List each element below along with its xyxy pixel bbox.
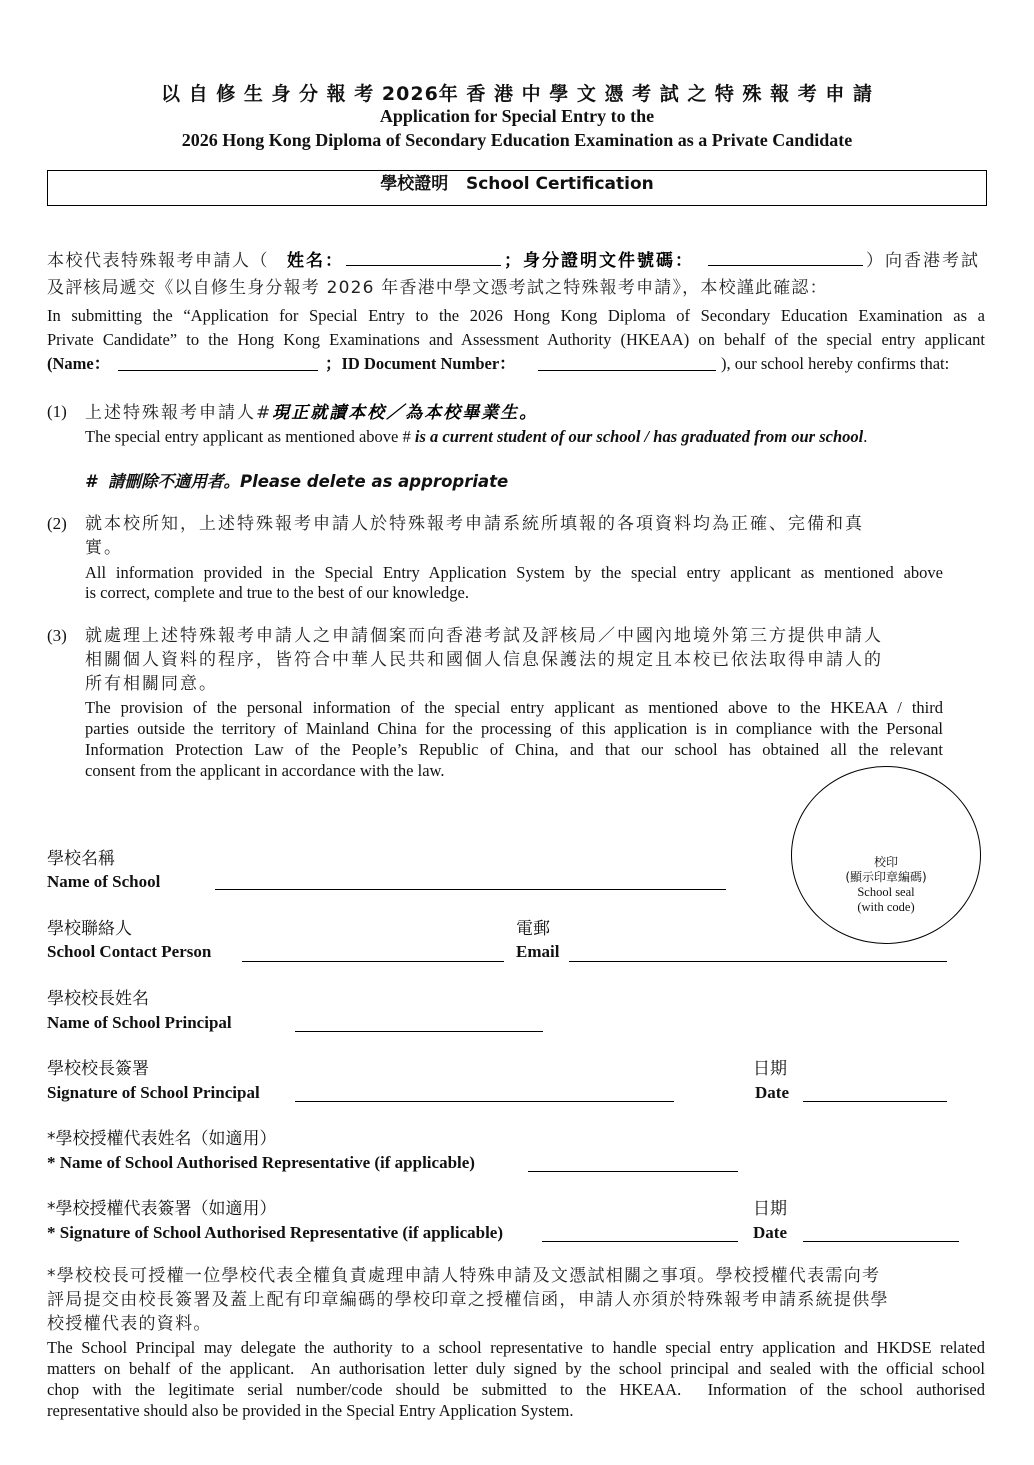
principal-name-label-en: Name of School Principal [47, 1013, 232, 1032]
principal-name-label-zh: 學校校長姓名 [47, 989, 149, 1009]
contact-label-en: School Contact Person [47, 942, 212, 961]
section-title: 學校證明 School Certification [380, 174, 654, 194]
contact-label-zh: 學校聯絡人 [47, 919, 132, 939]
title-en-line2: 2026 Hong Kong Diploma of Secondary Education Examination as a Private Candidate [181, 130, 853, 150]
item-1-en-plain: The special entry applicant as mentioned above # [85, 427, 415, 446]
footnote-en-line2: matters on behalf of the applicant. An authorisation letter duly signed by the school principal and sealed with the official school [47, 1359, 985, 1378]
date2-field[interactable] [803, 1241, 959, 1242]
item-3-en-line1: The provision of the personal information of the special entry applicant as mentioned above to the HKEAA / third [85, 698, 943, 717]
item-3-zh-line1: 就處理上述特殊報考申請人之申請個案而向香港考試及評核局／中國內地境外第三方提供申請人 [85, 626, 883, 646]
intro-en-line2: Private Candidate” to the Hong Kong Examinations and Assessment Authority (HKEAA) on behalf of the special entry applicant [47, 330, 985, 349]
footnote-zh-line1: *學校校長可授權一位學校代表全權負責處理申請人特殊申請及文憑試相關之事項。學校授權代表需向考 [47, 1266, 881, 1286]
item-2-number: (2) [47, 514, 67, 533]
date2-label-zh: 日期 [753, 1199, 787, 1219]
item-2-zh-line2: 實。 [85, 538, 123, 558]
item-3-en-line3: Information Protection Law of the People’s Republic of China, and that our school has obtained all the relevant [85, 740, 943, 759]
intro-zh-part1: 本校代表特殊報考申請人（ [47, 251, 269, 271]
rep-name-label-en: * Name of School Authorised Representative (if applicable) [47, 1153, 475, 1172]
email-field[interactable] [569, 961, 947, 962]
item-3-en-line4: consent from the applicant in accordance with the law. [85, 761, 445, 780]
intro-zh-id-label: ；身分證明文件號碼： [504, 251, 694, 271]
intro-id-blank-zh[interactable] [708, 265, 863, 266]
school-name-label-en: Name of School [47, 872, 161, 891]
date2-label-en: Date [753, 1223, 787, 1242]
contact-field[interactable] [242, 961, 504, 962]
principal-sig-label-zh: 學校校長簽署 [47, 1059, 149, 1079]
date1-label-en: Date [755, 1083, 789, 1102]
item-1-en-emph: is a current student of our school / has graduated from our school [414, 427, 864, 446]
intro-zh-line2: 及評核局遞交《以自修生身分報考 2026 年香港中學文憑考試之特殊報考申請》，本校謹此確認： [47, 278, 828, 298]
intro-en-line1: In submitting the “Application for Special Entry to the 2026 Hong Kong Diploma of Secondary Education Examination as a [47, 306, 985, 325]
item-2-zh-line1: 就本校所知，上述特殊報考申請人於特殊報考申請系統所填報的各項資料均為正確、完備和真 [85, 514, 864, 534]
intro-name-blank-en[interactable] [118, 370, 318, 371]
school-name-field[interactable] [215, 889, 726, 890]
principal-name-field[interactable] [295, 1031, 543, 1032]
school-name-label-zh: 學校名稱 [47, 849, 115, 869]
item-1-number: (1) [47, 402, 67, 421]
item-3-number: (3) [47, 626, 67, 645]
intro-id-blank-en[interactable] [538, 370, 716, 371]
rep-sig-label-zh: *學校授權代表簽署（如適用） [47, 1199, 277, 1219]
date1-label-zh: 日期 [753, 1059, 787, 1079]
intro-en-id-label: ；ID Document Number： [325, 354, 516, 373]
principal-sig-label-en: Signature of School Principal [47, 1083, 260, 1102]
item-3-zh-line3: 所有相關同意。 [85, 674, 218, 694]
item-2-en-line1: All information provided in the Special Entry Application System by the special entry applicant as mentioned above [85, 563, 943, 582]
rep-name-field[interactable] [528, 1171, 738, 1172]
rep-sig-label-en: * Signature of School Authorised Representative (if applicable) [47, 1223, 504, 1242]
intro-en-end: ), our school hereby confirms that: [721, 354, 950, 373]
footnote-zh-line3: 校授權代表的資料。 [47, 1314, 212, 1334]
rep-sig-field[interactable] [542, 1241, 738, 1242]
seal-zh-2: (顯示印章編碼) [845, 870, 927, 884]
email-label-zh: 電郵 [516, 919, 550, 939]
seal-zh-1: 校印 [873, 855, 898, 869]
item-1-zh [85, 402, 943, 425]
rep-name-label-zh: *學校授權代表姓名（如適用） [47, 1129, 277, 1149]
date1-field[interactable] [803, 1101, 947, 1102]
item-2-en-line2: is correct, complete and true to the best of our knowledge. [85, 583, 469, 602]
intro-en-name-label: (Name： [47, 354, 111, 373]
seal-en-2: (with code) [857, 900, 915, 914]
item-1-en [85, 426, 943, 447]
item-3-en-line2: parties outside the territory of Mainland China for the processing of this application is in compliance with the Personal [85, 719, 943, 738]
footnote-en-line1: The School Principal may delegate the authority to a school representative to handle special entry application and HKDSE related [47, 1338, 985, 1357]
principal-sig-field[interactable] [295, 1101, 674, 1102]
item-1-en-end: . [863, 427, 868, 446]
title-en-line1: Application for Special Entry to the [379, 106, 655, 126]
item-3-zh-line2: 相關個人資料的程序，皆符合中華人民共和國個人信息保護法的規定且本校已依法取得申請人的 [85, 650, 883, 670]
item-1-note: # 請刪除不適用者。Please delete as appropriate [85, 472, 509, 491]
footnote-zh-line2: 評局提交由校長簽署及蓋上配有印章編碼的學校印章之授權信函，申請人亦須於特殊報考申請系統提供學 [47, 1290, 889, 1310]
footnote-en-line3: chop with the legitimate serial number/code should be submitted to the HKEAA. Information of the school authorised [47, 1380, 985, 1399]
item-1-zh-plain: 上述特殊報考申請人# [85, 403, 273, 423]
school-seal-area[interactable] [791, 766, 981, 944]
email-label-en: Email [516, 942, 560, 961]
intro-name-blank-zh[interactable] [346, 265, 501, 266]
section-box [47, 170, 987, 206]
footnote-en-line4: representative should also be provided in the Special Entry Application System. [47, 1401, 574, 1420]
intro-zh-name-label: 姓名： [287, 251, 344, 271]
title-zh: 以 自 修 生 身 分 報 考 2026年 香 港 中 學 文 憑 考 試 之 特 殊 報 考 申 請 [160, 83, 874, 105]
intro-zh-part2: ）向香港考試 [866, 251, 980, 271]
seal-en-1: School seal [857, 885, 915, 899]
item-1-zh-emph: 現正就讀本校／為本校畢業生。 [272, 403, 539, 423]
